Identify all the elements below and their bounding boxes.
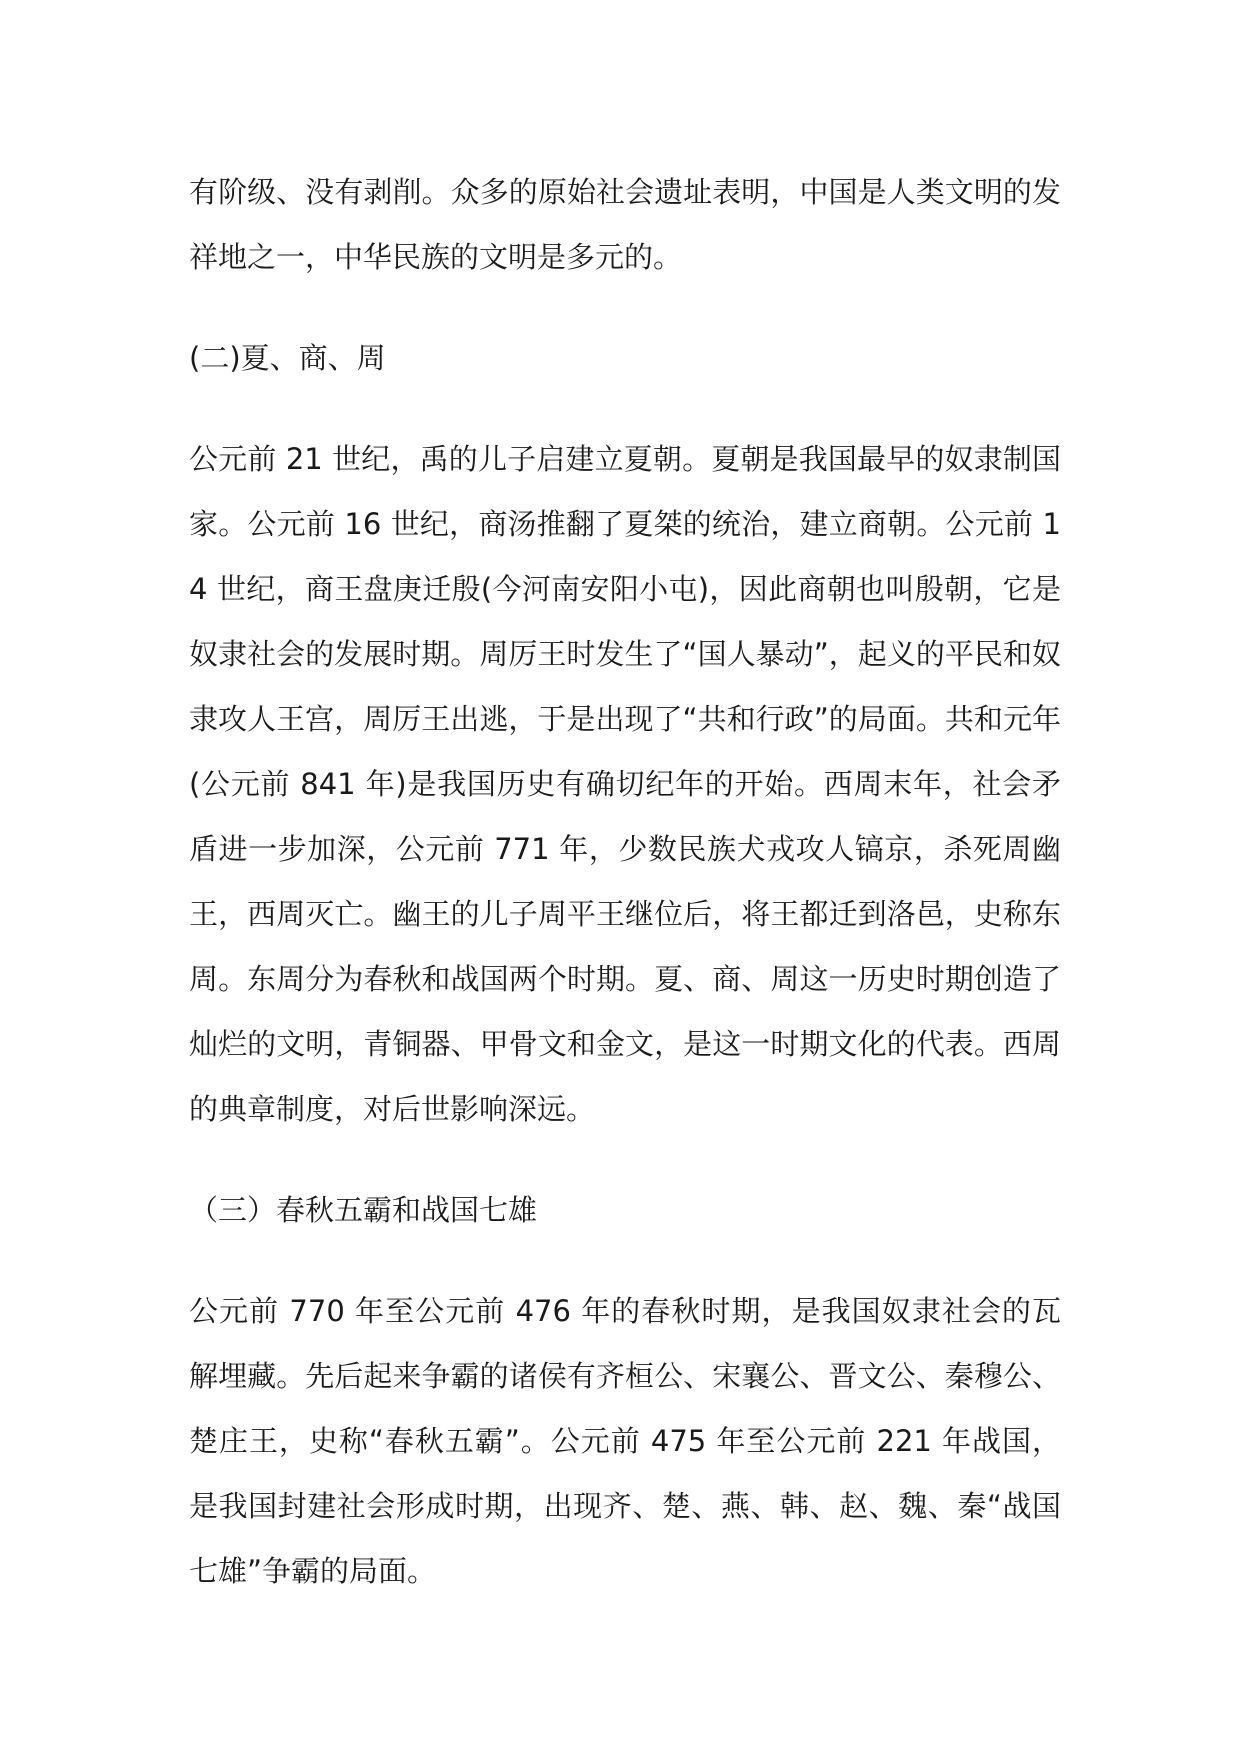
section-heading-spring-autumn-warring-states: （三）春秋五霸和战国七雄: [189, 1193, 538, 1227]
paragraph-spring-autumn-warring-states: 公元前 770 年至公元前 476 年的春秋时期，是我国奴隶社会的瓦解埋藏。先后起来争霸的诸侯有齐桓公、宋襄公、晋文公、秦穆公、楚庄王，史称“春秋五霸”。公元前 475 年至公元前 221 年战国，是我国封建社会形成时期，出现齐、楚、燕、韩、赵、魏、秦“战国七雄”争霸的局面。: [189, 1294, 1061, 1588]
section-heading-xia-shang-zhou: (二)夏、商、周: [189, 341, 386, 375]
paragraph-xia-shang-zhou: 公元前 21 世纪，禹的儿子启建立夏朝。夏朝是我国最早的奴隶制国家。公元前 16 世纪，商汤推翻了夏桀的统治，建立商朝。公元前 14 世纪，商王盘庚迁殷(今河南安阳小屯)，因此商朝也叫殷朝，它是奴隶社会的发展时期。周厉王时发生了“国人暴动”，起义的平民和奴隶攻人王宫，周厉王出逃，于是出现了“共和行政”的局面。共和元年(公元前 841 年)是我国历史有确切纪年的开始。西周末年，社会矛盾进一步加深，公元前 771 年，少数民族犬戎攻人镐京，杀死周幽王，西周灭亡。幽王的儿子周平王继位后，将王都迁到洛邑，史称东周。东周分为春秋和战国两个时期。夏、商、周这一历史时期创造了灿烂的文明，青铜器、甲骨文和金文，是这一时期文化的代表。西周的典章制度，对后世影响深远。: [189, 442, 1061, 1126]
document-body: [189, 160, 1061, 1640]
paragraph-intro-ending: 有阶级、没有剥削。众多的原始社会遗址表明，中国是人类文明的发祥地之一，中华民族的文明是多元的。: [189, 175, 1061, 274]
